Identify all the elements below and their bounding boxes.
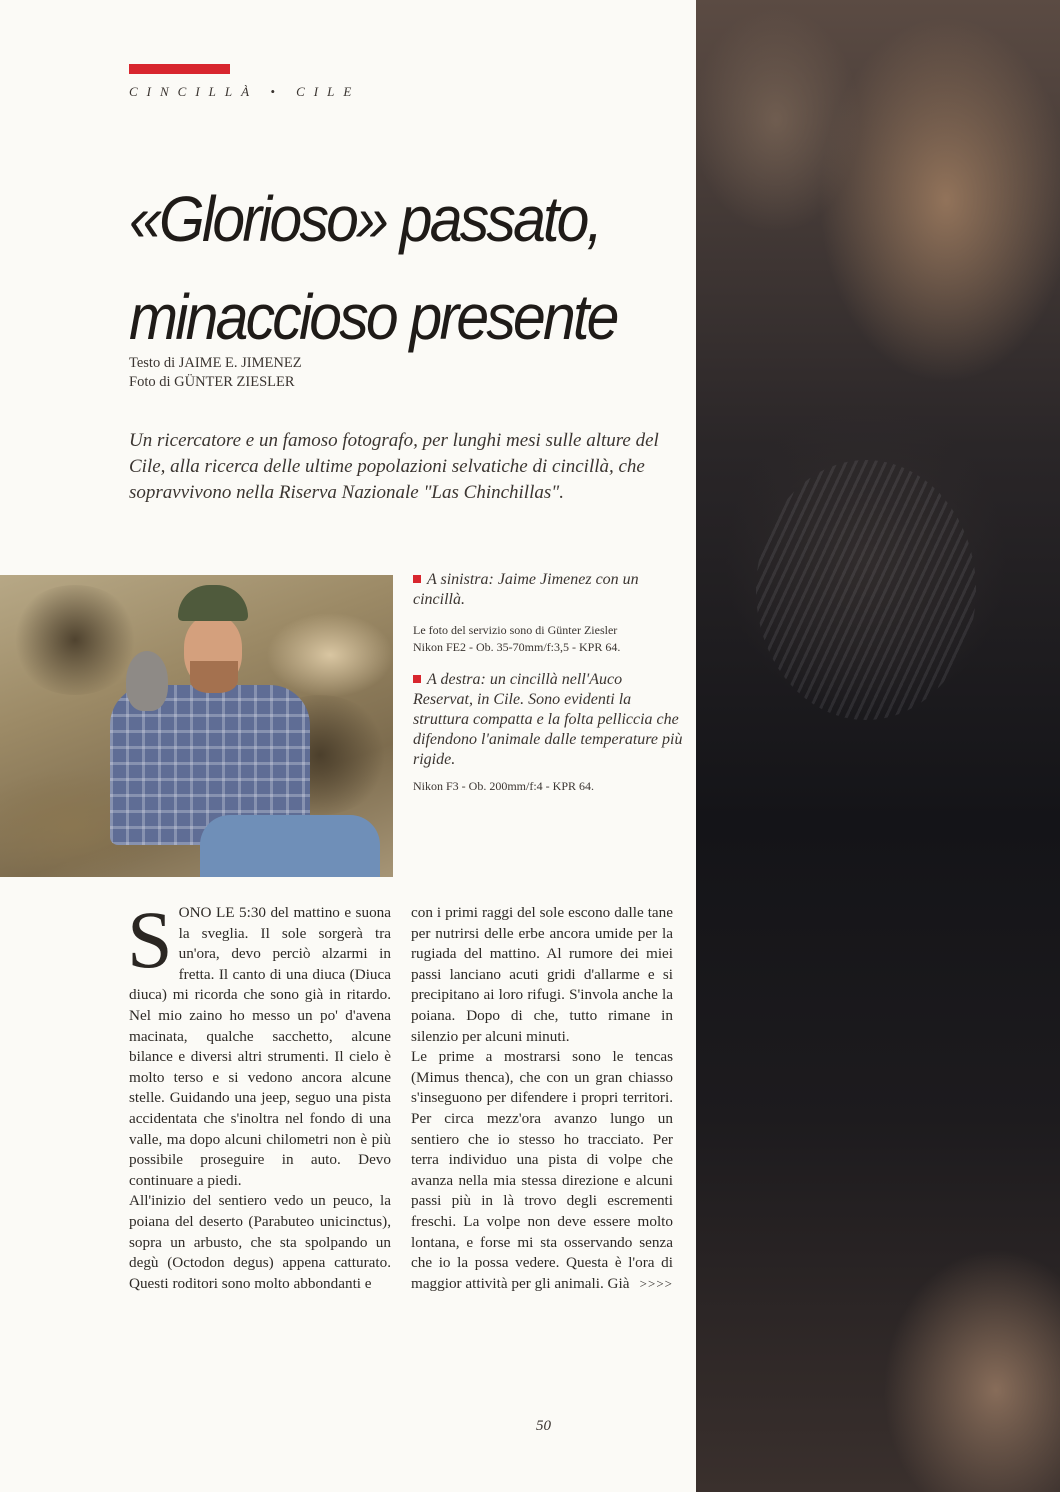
- article-title: [129, 170, 644, 366]
- body-paragraph: Le prime a mostrarsi sono le tencas (Mimus thenca), che con un gran chiasso s'inseguono per difendere i propri territori. Per circa mezz'ora avanzo lungo un sentiero che io stesso ho tracciato. Per terra individuo una pista di volpe che avanza nella mia stessa direzione e alcuni passi più in là trovo degli escrementi freschi. La volpe non deve essere molto lontana, e forse mi sta osservando senza che io la possa vedere. Questa è l'ora di maggior attività per gli animali. Già >>>>: [411, 1047, 673, 1294]
- article-lede: Un ricercatore e un famoso fotografo, per lunghi mesi sulle alture del Cile, alla ricerca delle ultime popolazioni selvatiche di cincillà, che sopravvivono nella Riserva Nazionale "Las Chinchillas".: [129, 430, 659, 503]
- red-bullet-icon: [413, 675, 421, 683]
- body-paragraph: All'inizio del sentiero vedo un peuco, la poiana del deserto (Parabuteo unicinctus), sopra un arbusto, che sta spolpando un degù (Octodon degus) appena catturato. Questi roditori sono molto abbondanti e: [129, 1192, 391, 1292]
- chinchilla-photo-right: [696, 0, 1060, 1492]
- section-kicker: CINCILLÀ • CILE: [129, 84, 361, 99]
- photo-captions: [413, 570, 683, 795]
- drop-cap: S: [127, 894, 173, 985]
- red-bullet-icon: [413, 575, 421, 583]
- caption-right-head: A destra: un cincillà nell'Auco Reservat, in Cile. Sono evidenti la struttura compatta e la folta pelliccia che difendono l'animale dalle temperature più rigide.: [413, 671, 683, 768]
- caption-left-info: Le foto del servizio sono di Günter Ziesler Nikon FE2 - Ob. 35-70mm/f:3,5 - KPR 64.: [413, 623, 621, 654]
- body-paragraph: SONO LE 5:30 del mattino e suona la sveglia. Il sole sorgerà tra un'ora, devo perciò alzarmi in fretta. Il canto di una diuca (Diuca diuca) mi ricorda che sono già in ritardo. Nel mio zaino ho messo un po' d'avena macinata, qualche sacchetto, alcune bilance e diversi altri strumenti. Il cielo è molto terso e si vedono ancora alcune stelle. Guidando una jeep, seguo una pista accidentata che s'inoltra nel fondo di una valle, ma dopo alcuni chilometri non è più possibile proseguire in auto. Devo continuare a piedi.: [127, 894, 391, 1189]
- chinchilla-fur: [756, 460, 976, 720]
- shrub-shape: [10, 585, 140, 695]
- article-credits: [129, 354, 302, 392]
- photo-credit: Foto di GÜNTER ZIESLER: [129, 374, 295, 390]
- body-paragraph: con i primi raggi del sole escono dalle tane per nutrirsi delle erbe ancora umide per la rugiada del mattino. Al rumore dei miei passi lanciano acuti gridi d'allarme e si precipitano ai loro rifugi. S'invola anche la poiana. Dopo di che, tutto rimane in silenzio per alcuni minuti.: [411, 904, 673, 1045]
- title-line-2: minaccioso presente: [129, 281, 617, 353]
- title-line-1: «Glorioso» passato,: [129, 183, 601, 255]
- page-number: 50: [536, 1418, 551, 1434]
- beard: [190, 661, 238, 693]
- section-accent-bar: [129, 64, 230, 74]
- text-credit: Testo di JAIME E. JIMENEZ: [129, 355, 302, 371]
- chinchilla-on-shoulder: [126, 651, 168, 711]
- continue-mark: >>>>: [639, 1275, 673, 1291]
- green-cap: [178, 585, 248, 621]
- caption-right-info: Nikon F3 - Ob. 200mm/f:4 - KPR 64.: [413, 779, 595, 793]
- caption-left-head: A sinistra: Jaime Jimenez con un cincillà.: [413, 571, 639, 608]
- jeans: [200, 815, 380, 877]
- body-column-1: [127, 894, 391, 1294]
- body-column-2: [411, 903, 673, 1294]
- researcher-photo: [0, 575, 393, 877]
